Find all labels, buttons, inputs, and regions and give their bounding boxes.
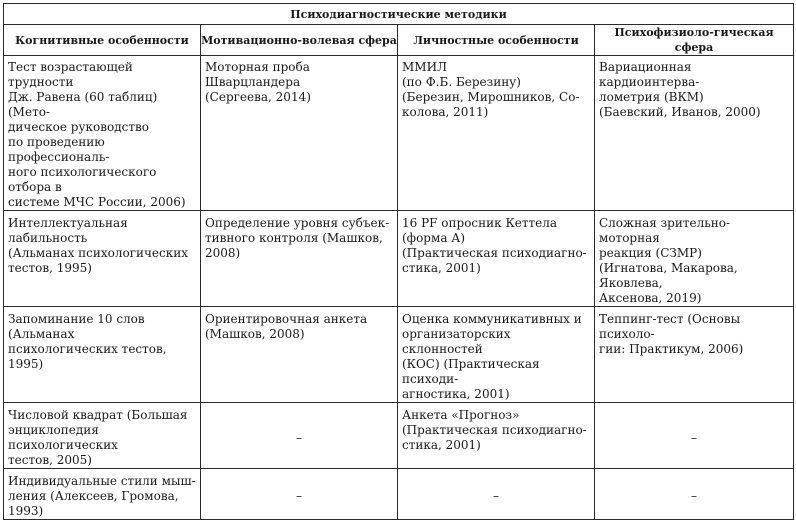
column-header-psychophysiological: Психофизиоло-гическая сфера — [595, 25, 794, 56]
table-row — [4, 56, 794, 211]
column-header-cognitive: Когнитивные особенности — [4, 25, 201, 56]
table-row — [4, 403, 794, 469]
table-cell: Вариационная кардиоинтерва- лометрия (ВКМ) (Баевский, Иванов, 2000) — [595, 56, 794, 211]
table-cell: Интеллектуальная лабильность (Альманах психологических тестов, 1995) — [4, 211, 201, 307]
table-cell: 16 PF опросник Кеттела (форма А) (Практическая психодиагно- стика, 2001) — [398, 211, 595, 307]
table-cell: ММИЛ (по Ф.Б. Березину) (Березин, Мирошников, Со- колова, 2011) — [398, 56, 595, 211]
table-cell: Анкета «Прогноз» (Практическая психодиагно- стика, 2001) — [398, 403, 595, 469]
table-cell: Сложная зрительно-моторная реакция (СЗМР) (Игнатова, Макарова, Яковлева, Аксенова, 2019) — [595, 211, 794, 307]
methods-table — [3, 3, 794, 520]
empty-cell-dash: – — [595, 403, 794, 469]
table-cell: Числовой квадрат (Большая энциклопедия психологических тестов, 2005) — [4, 403, 201, 469]
table-row — [4, 469, 794, 520]
table-cell: Определение уровня субъек- тивного контроля (Машков, 2008) — [201, 211, 398, 307]
table-cell: Ориентировочная анкета (Машков, 2008) — [201, 307, 398, 403]
table-caption: Психодиагностические методики — [4, 4, 794, 25]
empty-cell-dash: – — [398, 469, 595, 520]
table-cell: Запоминание 10 слов (Альманах психологических тестов, 1995) — [4, 307, 201, 403]
table-cell: Теппинг-тест (Основы психоло- гии: Практикум, 2006) — [595, 307, 794, 403]
table-cell: Тест возрастающей трудности Дж. Равена (60 таблиц) (Мето- дическое руководство по проведению профессиональ- ного психологического отбора в системе МЧС России, 2006) — [4, 56, 201, 211]
table-cell: Моторная проба Шварцландера (Сергеева, 2014) — [201, 56, 398, 211]
table-row — [4, 211, 794, 307]
table-row — [4, 307, 794, 403]
empty-cell-dash: – — [201, 403, 398, 469]
table-cell: Индивидуальные стили мыш- ления (Алексеев, Громова, 1993) — [4, 469, 201, 520]
empty-cell-dash: – — [201, 469, 398, 520]
empty-cell-dash: – — [595, 469, 794, 520]
column-header-motivational: Мотивационно-волевая сфера — [201, 25, 398, 56]
table-cell: Оценка коммуникативных и организаторских склонностей (КОС) (Практическая психоди- агностика, 2001) — [398, 307, 595, 403]
column-header-personality: Личностные особенности — [398, 25, 595, 56]
